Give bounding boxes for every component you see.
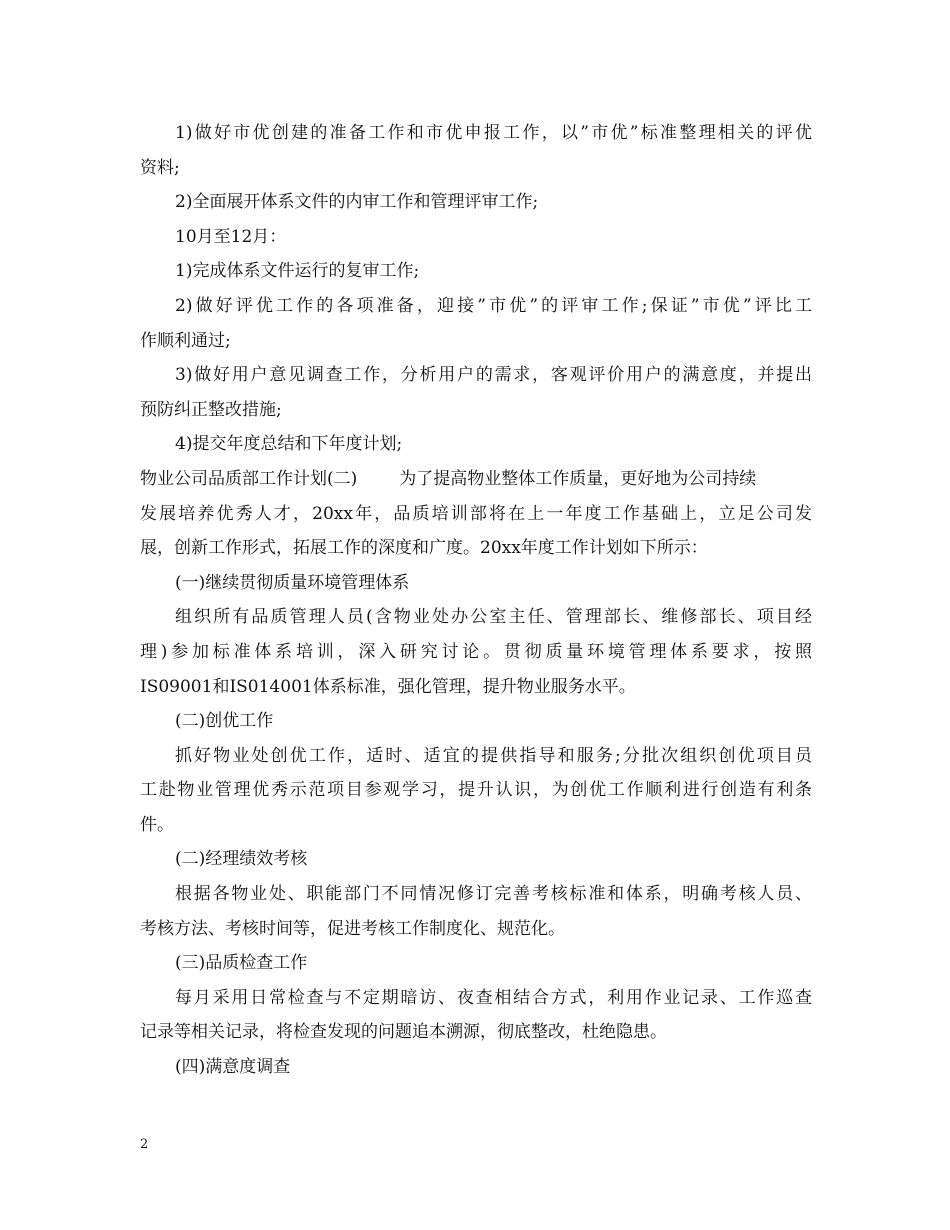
text-line: 工赴物业管理优秀示范项目参观学习，提升认识，为创优工作顺利进行创造有利条: [140, 780, 812, 801]
text-line: 1)完成体系文件运行的复审工作;: [175, 261, 420, 282]
text-line: 作顺利通过;: [140, 330, 231, 351]
text-line: (一)继续贯彻质量环境管理体系: [175, 572, 410, 593]
text-line: 预防纠正整改措施;: [140, 399, 282, 420]
text-line: 根据各物业处、职能部门不同情况修订完善考核标准和体系，明确考核人员、: [175, 884, 812, 905]
text-line: 考核方法、考核时间等，促进考核工作制度化、规范化。: [140, 918, 565, 939]
text-line: (二)经理绩效考核: [175, 849, 308, 870]
section-intro: 为了提高物业整体工作质量，更好地为公司持续: [399, 468, 757, 489]
text-line: 1)做好市优创建的准备工作和市优申报工作，以”市优”标准整理相关的评优: [175, 123, 812, 143]
page-number: 2: [140, 1137, 149, 1152]
text-line: 4)提交年度总结和下年度计划;: [175, 434, 403, 455]
text-line: 抓好物业处创优工作，适时、适宜的提供指导和服务;分批次组织创优项目员: [175, 745, 812, 766]
text-line: 10月至12月：: [175, 226, 287, 247]
text-line: (二)创优工作: [175, 711, 274, 732]
section-heading-line: [140, 462, 812, 497]
text-line: 每月采用日常检查与不定期暗访、夜查相结合方式，利用作业记录、工作巡查: [175, 987, 812, 1008]
text-line: (三)品质检查工作: [175, 953, 308, 974]
text-line: IS09001和IS014001体系标准，强化管理，提升物业服务水平。: [140, 676, 636, 697]
text-line: 理)参加标准体系培训，深入研究讨论。贯彻质量环境管理体系要求，按照: [140, 641, 812, 662]
text-line: 展，创新工作形式，拓展工作的深度和广度。20xx年度工作计划如下所示：: [140, 538, 708, 559]
text-line: 2)做好评优工作的各项准备，迎接”市优”的评审工作;保证”市优”评比工: [175, 295, 812, 316]
text-line: 发展培养优秀人才，20xx年，品质培训部将在上一年度工作基础上，立足公司发: [140, 503, 812, 524]
text-line: 2)全面展开体系文件的内审工作和管理评审工作;: [175, 192, 539, 213]
section-title: 物业公司品质部工作计划(二): [140, 468, 358, 489]
text-line: 资料;: [140, 157, 180, 178]
text-line: 记录等相关记录，将检查发现的问题追本溯源，彻底整改，杜绝隐患。: [140, 1022, 667, 1043]
document-body: [140, 116, 812, 1085]
text-line: 组织所有品质管理人员(含物业处办公室主任、管理部长、维修部长、项目经: [175, 607, 812, 628]
text-line: 件。: [140, 814, 174, 835]
text-line: 3)做好用户意见调查工作，分析用户的需求，客观评价用户的满意度，并提出: [175, 365, 812, 386]
text-line: (四)满意度调查: [175, 1057, 291, 1078]
